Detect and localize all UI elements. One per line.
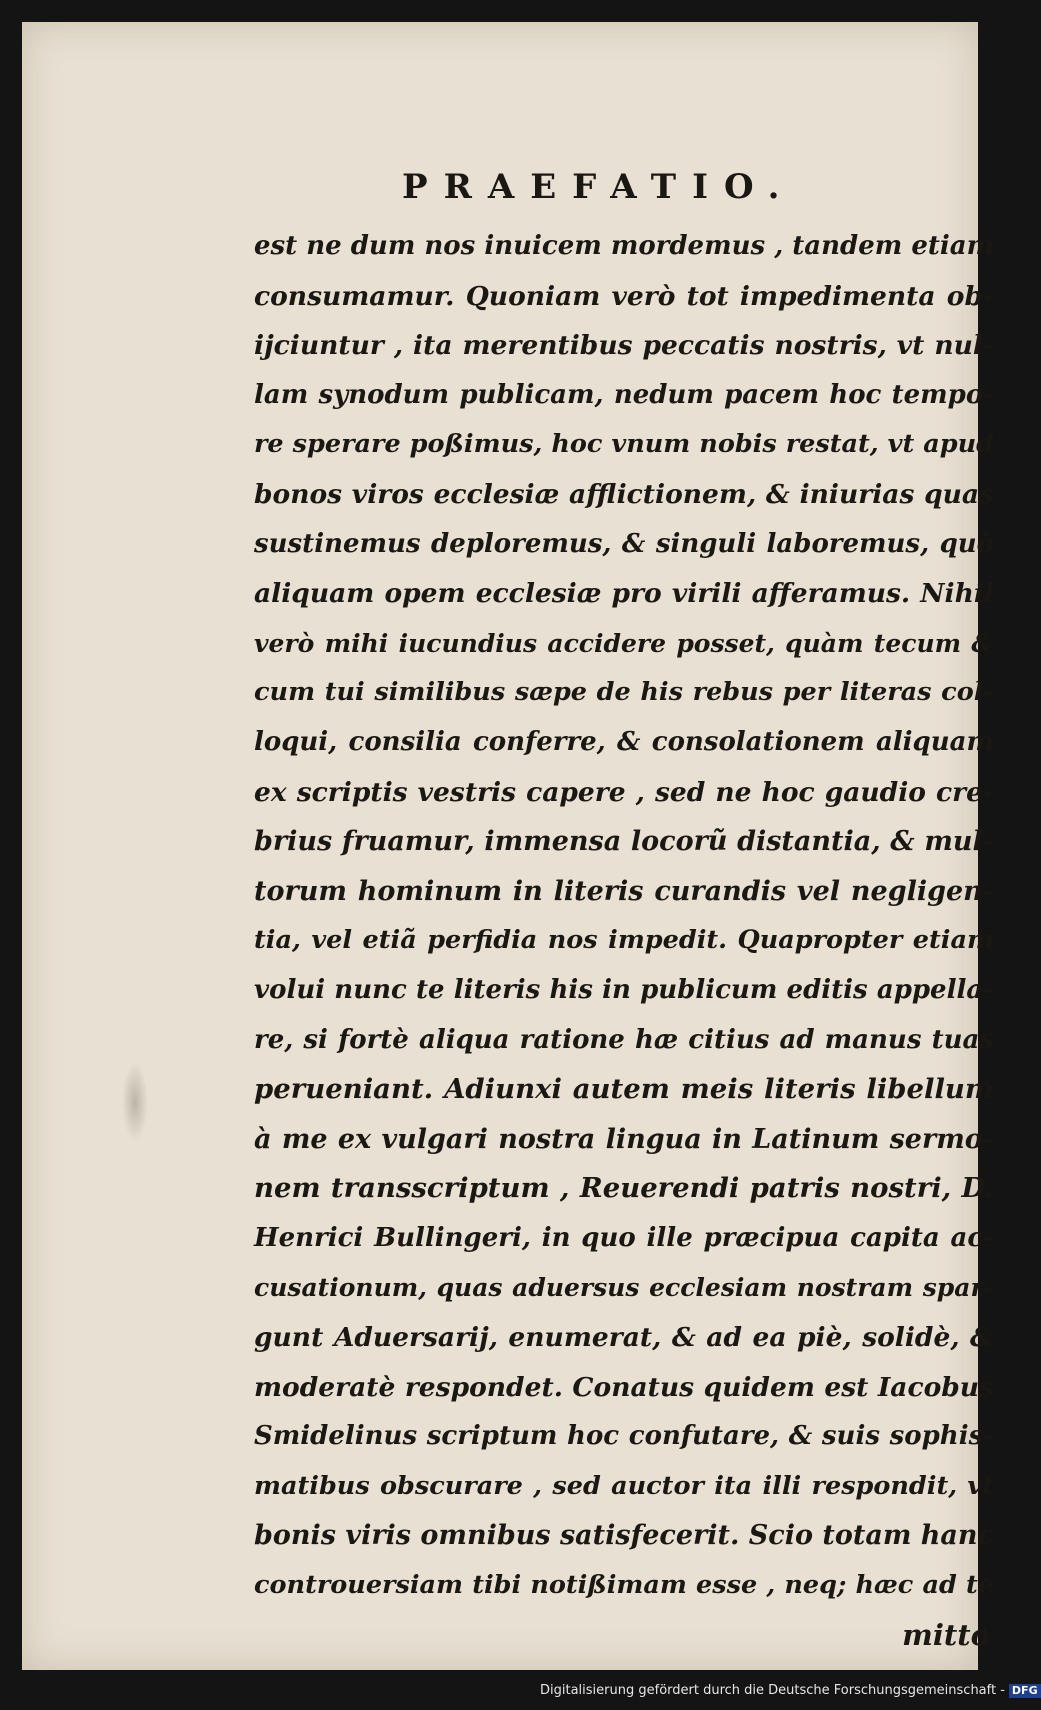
- text-line: matibus obscurare , sed auctor ita illi respondit, vt: [254, 1470, 994, 1501]
- text-line: brius fruamur, immensa locorũ distantia, & mul-: [254, 826, 994, 858]
- text-line: cusationum, quas aduersus ecclesiam nostram spar-: [254, 1273, 994, 1303]
- text-line: consumamur. Quoniam verò tot impedimenta ob-: [254, 280, 994, 312]
- text-line: sustinemus deploremus, & singuli laboremus, quò: [254, 528, 994, 559]
- text-line: aliquam opem ecclesiæ pro virili afferamus. Nihil: [254, 578, 994, 610]
- text-line: volui nunc te literis his in publicum editis appella-: [254, 974, 994, 1005]
- text-line: re, si fortè aliqua ratione hæ citius ad manus tuas: [254, 1024, 994, 1055]
- book-page: [22, 22, 995, 1670]
- text-line: verò mihi iucundius accidere posset, quàm tecum &: [254, 628, 994, 658]
- text-line: loqui, consilia conferre, & consolationem aliquam: [254, 726, 994, 757]
- text-line: ijciuntur , ita merentibus peccatis nostris, vt nul-: [254, 330, 994, 362]
- text-line: moderatè respondet. Conatus quidem est Iacobus: [254, 1371, 994, 1403]
- text-line: cum tui similibus sæpe de his rebus per literas col-: [254, 677, 994, 708]
- paper-stain: [122, 1062, 148, 1142]
- body-text: [254, 222, 994, 1660]
- text-line: gunt Aduersarij, enumerat, & ad ea piè, solidè, &: [254, 1322, 994, 1354]
- digitization-credit: [540, 1683, 1038, 1698]
- credit-text: Digitalisierung gefördert durch die Deutsche Forschungsgemeinschaft -: [540, 1683, 1005, 1698]
- text-line: ex scriptis vestris capere , sed ne hoc gaudio cre-: [254, 776, 994, 808]
- text-line: Henrici Bullingeri, in quo ille præcipua capita ac-: [254, 1222, 994, 1253]
- text-line: re sperare poßimus, hoc vnum nobis restat, vt apud: [254, 429, 994, 460]
- text-line: à me ex vulgari nostra lingua in Latinum sermo-: [254, 1123, 994, 1155]
- text-line: nem transscriptum , Reuerendi patris nostri, D.: [254, 1172, 994, 1205]
- text-line: est ne dum nos inuicem mordemus , tandem etiam: [254, 231, 995, 261]
- text-line: lam synodum publicam, nedum pacem hoc tempo-: [254, 379, 994, 410]
- text-line: bonis viris omnibus satisfecerit. Scio totam hanc: [254, 1520, 994, 1552]
- text-line: perueniant. Adiunxi autem meis literis libellum: [254, 1073, 994, 1106]
- text-line: bonos viros ecclesiæ afflictionem, & iniurias quas: [254, 478, 994, 510]
- text-line: torum hominum in literis curandis vel negligen-: [254, 875, 994, 907]
- text-line: controuersiam tibi notißimam esse , neq; hæc ad te: [254, 1570, 994, 1601]
- page-header: PRAEFATIO.: [402, 167, 796, 207]
- text-line: tia, vel etiã perfidia nos impedit. Quapropter etiam: [254, 925, 994, 956]
- catchword: mitto: [902, 1617, 990, 1652]
- dfg-logo: DFG: [1009, 1684, 1041, 1698]
- text-line: Smidelinus scriptum hoc confutare, & suis sophis-: [254, 1421, 994, 1452]
